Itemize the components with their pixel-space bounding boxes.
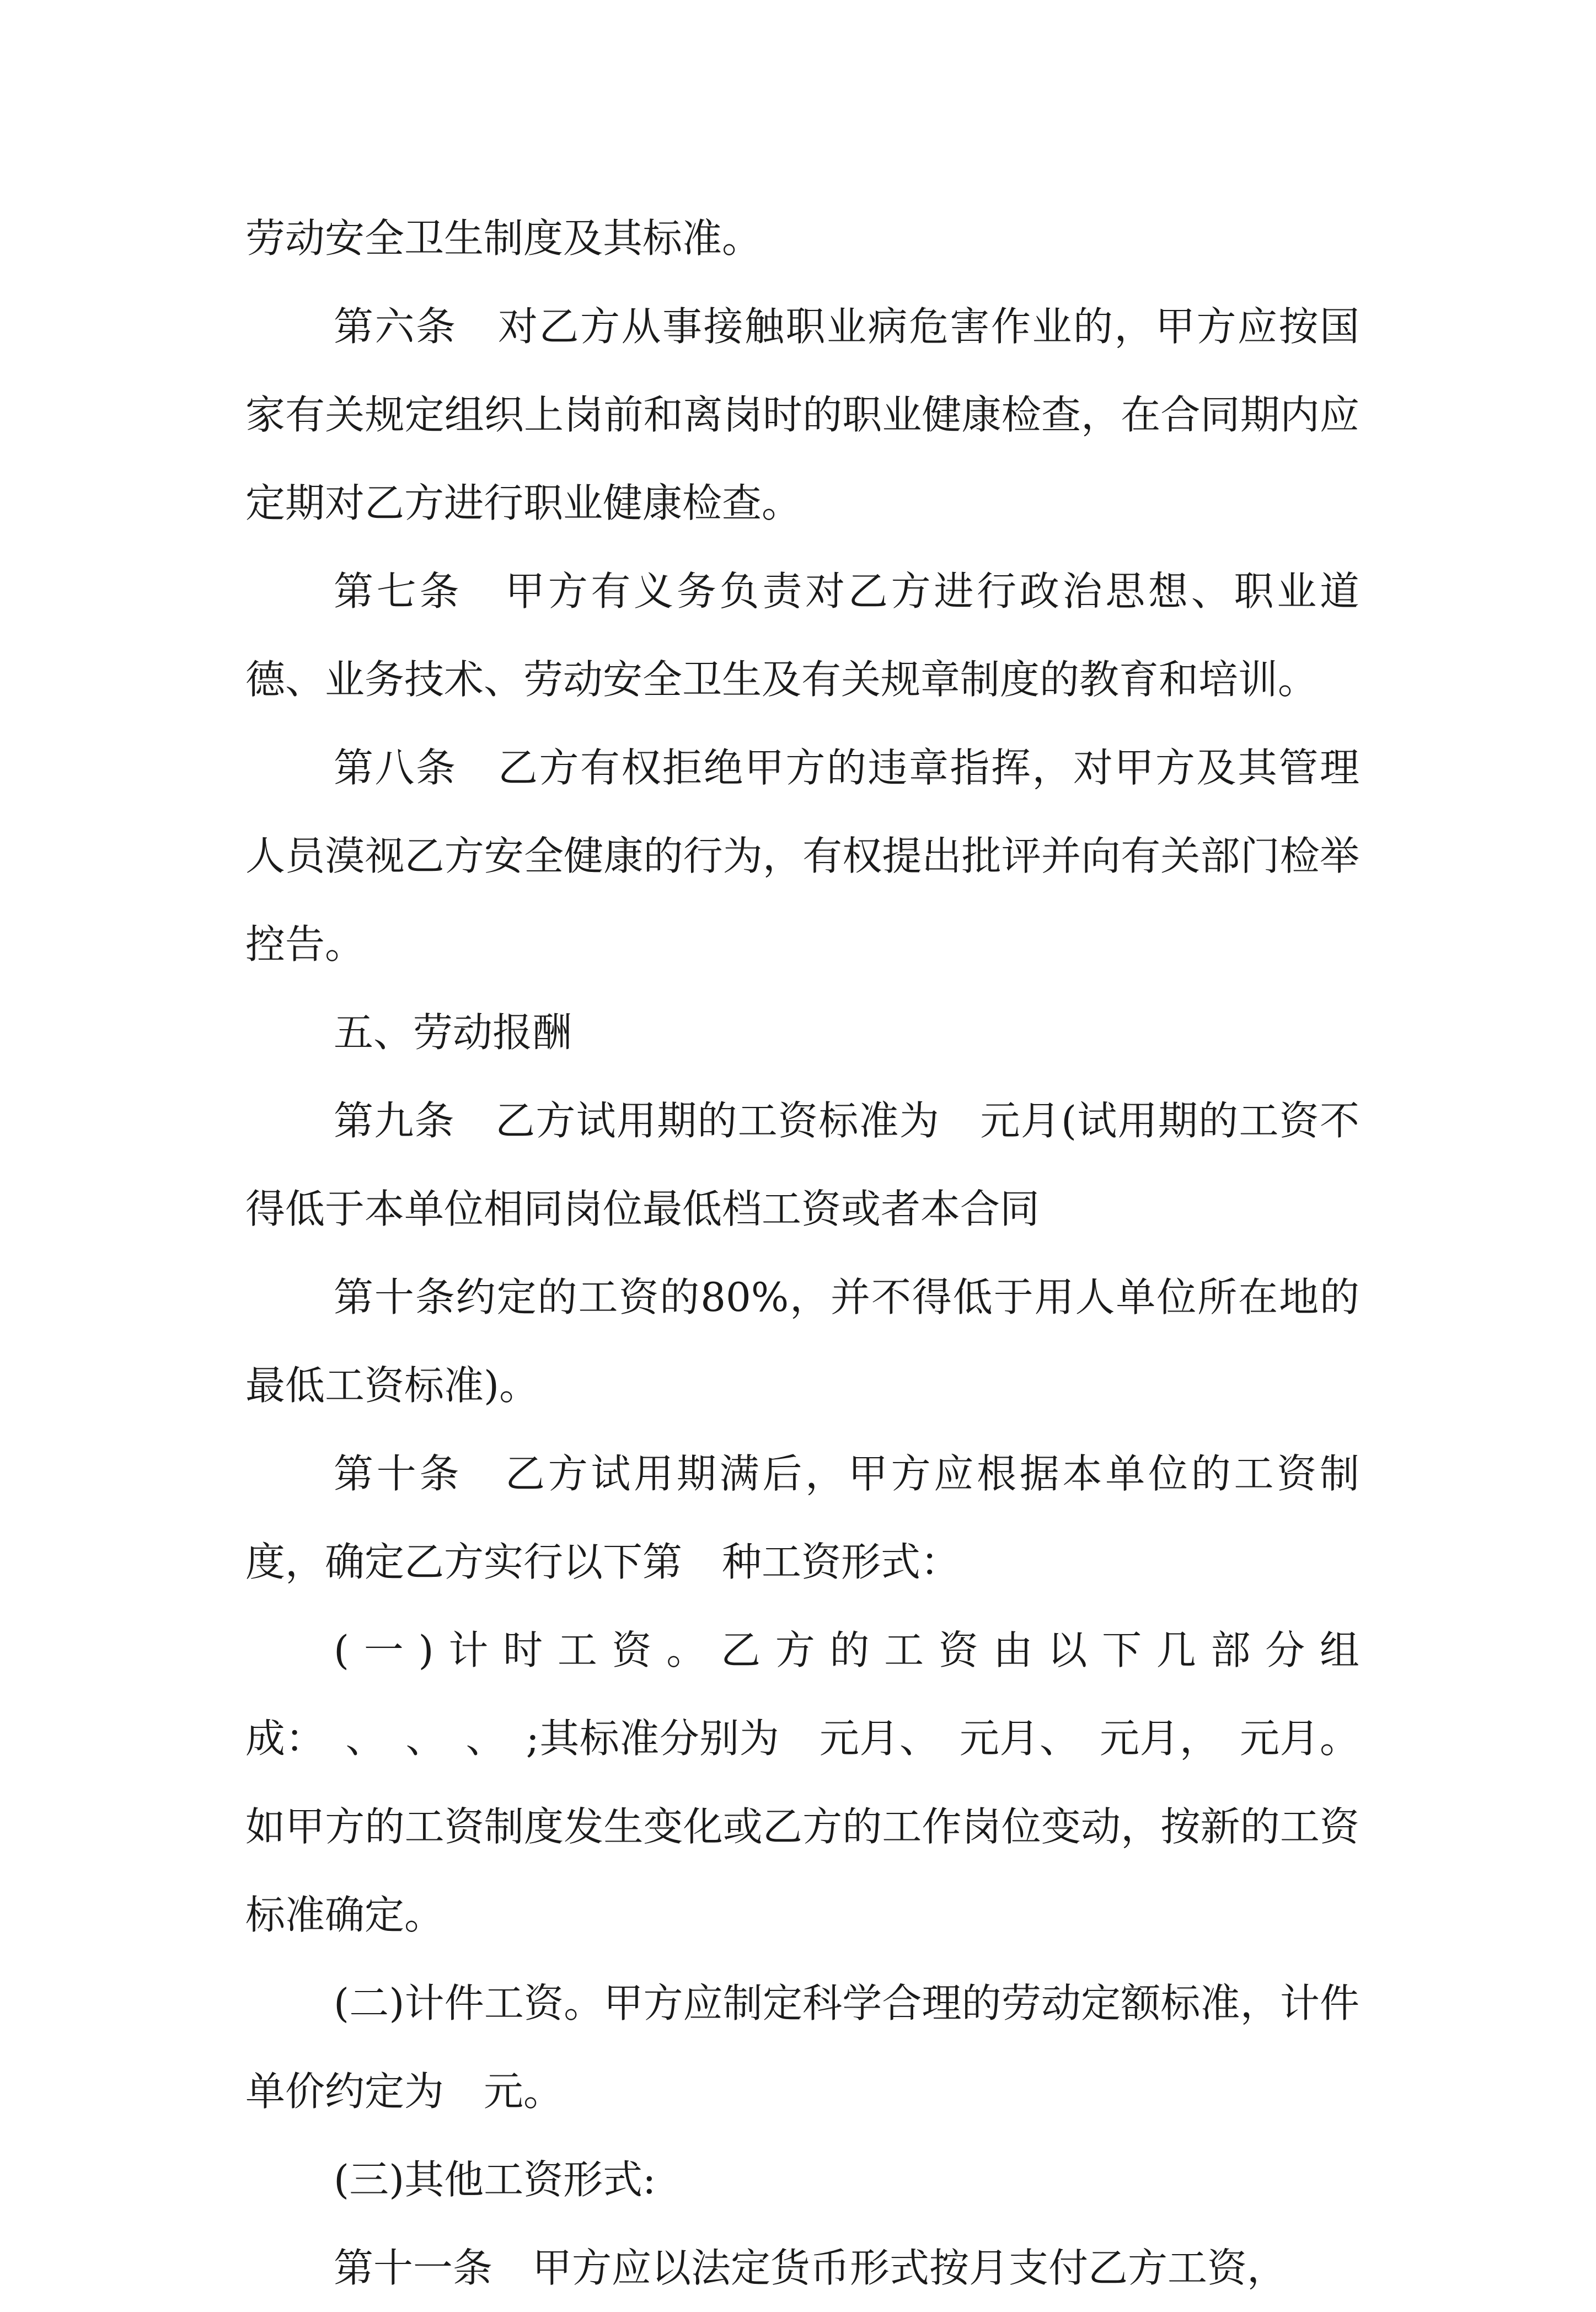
paragraph-article-7: 第七条 甲方有义务负责对乙方进行政治思想、职业道德、业务技术、劳动安全卫生及有关规章制度的教育和培训。 <box>245 568 1359 703</box>
paragraph-article-9-continued: 第十条约定的工资的80%，并不得低于用人单位所在地的最低工资标准)。 <box>245 1274 1359 1409</box>
paragraph-article-6: 第六条 对乙方从事接触职业病危害作业的，甲方应按国家有关规定组织上岗前和离岗时的职业健康检查，在合同期内应定期对乙方进行职业健康检查。 <box>245 303 1359 526</box>
section-heading-remuneration: 五、劳动报酬 <box>334 1009 572 1056</box>
document-body <box>245 194 1359 2312</box>
paragraph-time-wage: (一)计时工资。乙方的工资由以下几部分组成： 、 、 、 ;其标准分别为 元月、 元月、 元月， 元月。如甲方的工资制度发生变化或乙方的工作岗位变动，按新的工资标准确定。 <box>245 1627 1359 1938</box>
paragraph-piece-wage: (二)计件工资。甲方应制定科学合理的劳动定额标准，计件单价约定为 元。 <box>245 1980 1359 2115</box>
paragraph-article-8: 第八条 乙方有权拒绝甲方的违章指挥，对甲方及其管理人员漠视乙方安全健康的行为，有权提出批评并向有关部门检举控告。 <box>245 745 1359 967</box>
paragraph-other-wage: (三)其他工资形式: <box>334 2156 656 2203</box>
paragraph-article-9: 第九条 乙方试用期的工资标准为 元月(试用期的工资不得低于本单位相同岗位最低档工资或者本合同 <box>245 1098 1359 1232</box>
paragraph-safety-standards: 劳动安全卫生制度及其标准。 <box>245 215 762 261</box>
paragraph-article-11: 第十一条 甲方应以法定货币形式按月支付乙方工资， <box>334 2245 1287 2291</box>
paragraph-article-10: 第十条 乙方试用期满后，甲方应根据本单位的工资制度，确定乙方实行以下第 种工资形式： <box>245 1451 1359 1585</box>
